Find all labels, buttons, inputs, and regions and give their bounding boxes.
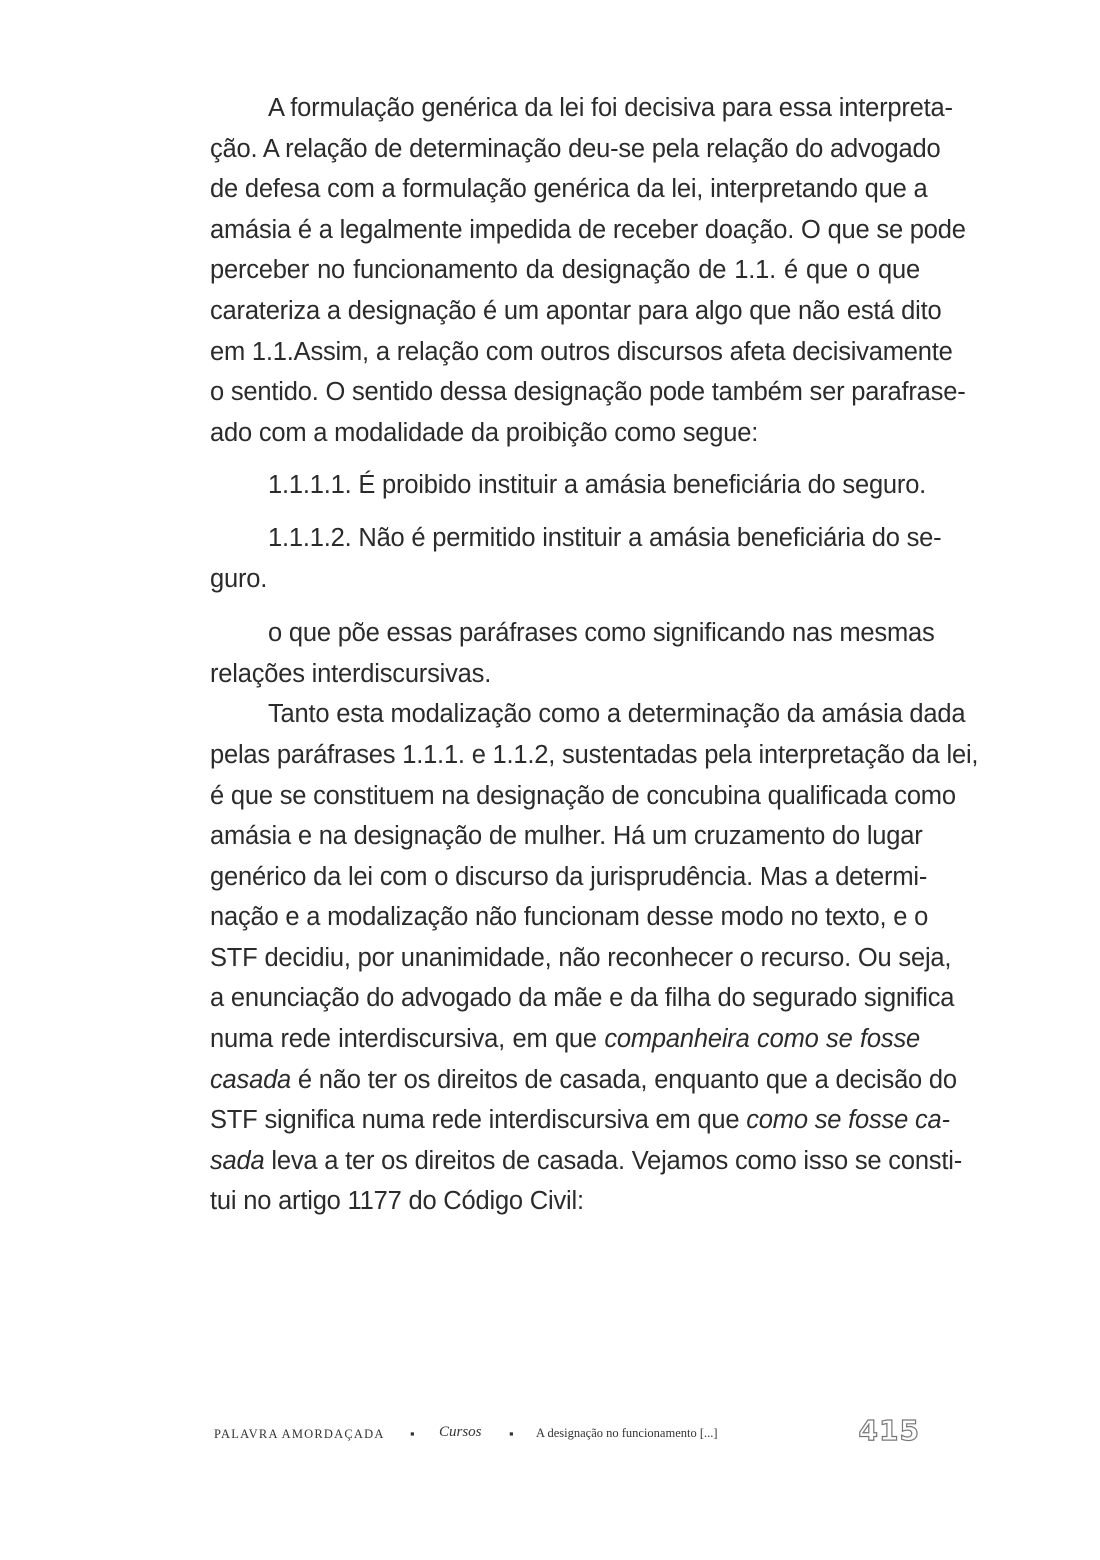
italic-text: casada (210, 1065, 292, 1094)
chapter-title: A designação no funcionamento [...] (536, 1426, 718, 1440)
paragraph-1 (210, 88, 966, 453)
paragraph-3 (210, 694, 979, 1222)
paraphrase-example-1 (210, 465, 927, 506)
text-line: carateriza a designação é um apontar para algo que não está dito (210, 296, 942, 325)
paragraph-2 (210, 613, 935, 694)
text-run: numa rede interdiscursiva, em que (210, 1025, 605, 1054)
text-line (210, 1100, 950, 1141)
text-line: relações interdiscursivas. (210, 659, 492, 688)
italic-text: companheira como se fosse (604, 1025, 920, 1054)
text-line: ção. A relação de determinação deu-se pela relação do advogado (210, 134, 941, 163)
text-line: a enunciação do advogado da mãe e da filha do segurado significa (210, 984, 955, 1013)
text-line: nação e a modalização não funcionam desse modo no texto, e o (210, 903, 929, 932)
text-line (210, 1019, 920, 1060)
footer-separator: ▪ (509, 1426, 514, 1441)
text-line: tui no artigo 1177 do Código Civil: (210, 1187, 584, 1216)
text-line: em 1.1.Assim, a relação com outros discursos afeta decisivamente (210, 337, 953, 366)
page-body (210, 88, 979, 1222)
footer-separator: ▪ (410, 1426, 415, 1441)
text-line: de defesa com a formulação genérica da lei, interpretando que a (210, 175, 928, 204)
text-line: 1.1.1.1. É proibido instituir a amásia beneficiária do seguro. (268, 471, 927, 500)
text-line: pelas paráfrases 1.1.1. e 1.1.2, sustentadas pela interpretação da lei, (210, 740, 979, 769)
running-footer (214, 1414, 920, 1458)
page-number: 415 (858, 1414, 920, 1447)
paraphrase-example-2 (210, 518, 942, 599)
text-line: é que se constituem na designação de concubina qualificada como (210, 781, 956, 810)
text-line: ado com a modalidade da proibição como segue: (210, 418, 759, 447)
text-line: amásia e na designação de mulher. Há um cruzamento do lugar (210, 822, 923, 851)
italic-text: como se fosse ca- (746, 1106, 950, 1135)
text-line: amásia é a legalmente impedida de receber doação. O que se pode (210, 215, 966, 244)
text-run: leva a ter os direitos de casada. Vejamos como isso se consti- (264, 1146, 962, 1175)
text-line: STF decidiu, por unanimidade, não reconhecer o recurso. Ou seja, (210, 943, 952, 972)
text-run: STF significa numa rede interdiscursiva em que (210, 1106, 747, 1135)
text-line: Tanto esta modalização como a determinação da amásia dada (268, 700, 966, 729)
section-name: Cursos (439, 1424, 482, 1440)
text-line: guro. (210, 564, 268, 593)
text-line: o que põe essas paráfrases como significando nas mesmas (268, 619, 935, 648)
text-line (210, 1060, 957, 1101)
text-run: é não ter os direitos de casada, enquanto que a decisão do (291, 1065, 957, 1094)
text-line (210, 1141, 962, 1182)
text-line: o sentido. O sentido dessa designação pode também ser parafrase- (210, 378, 966, 407)
text-line: 1.1.1.2. Não é permitido instituir a amásia beneficiária do se- (268, 523, 942, 552)
italic-text: sada (210, 1146, 265, 1175)
book-title: PALAVRA AMORDAÇADA (214, 1427, 385, 1441)
text-line: A formulação genérica da lei foi decisiva para essa interpreta- (268, 94, 953, 122)
text-line: perceber no funcionamento da designação de 1.1. é que o que (210, 256, 920, 285)
text-line: genérico da lei com o discurso da jurisprudência. Mas a determi- (210, 862, 928, 891)
